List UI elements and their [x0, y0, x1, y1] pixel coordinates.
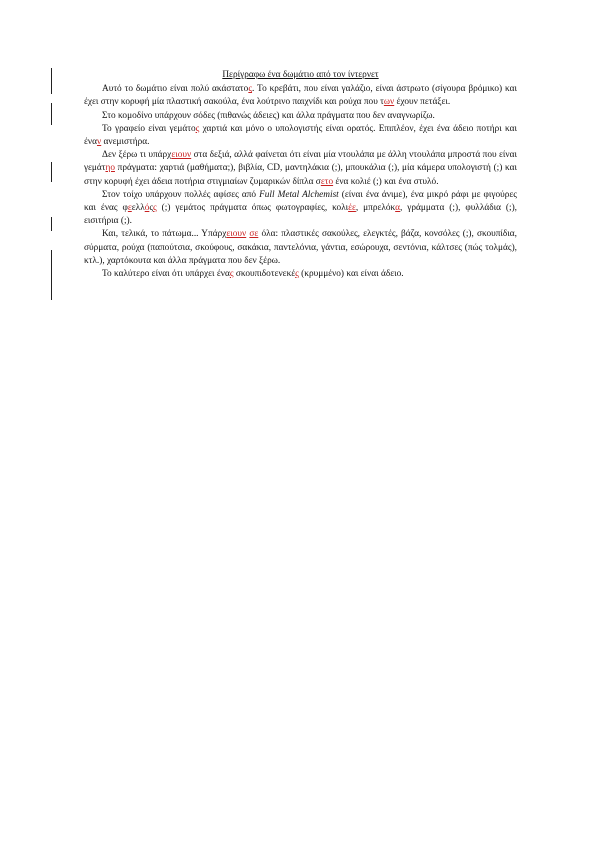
change-bar: [51, 103, 52, 125]
paragraph: [84, 268, 517, 281]
tracked-change: ε: [127, 203, 132, 214]
paragraph: [84, 123, 517, 149]
tracked-change: α: [395, 203, 401, 214]
change-bar: [51, 250, 52, 300]
tracked-change: ό: [144, 203, 150, 214]
paragraph: [84, 149, 517, 189]
paragraph: [84, 83, 517, 109]
text-run: (είναι ένα άνιμε), ένα μικρό ράφι με φιγούρες και ένας φ: [84, 189, 517, 214]
paragraphs: [84, 83, 517, 281]
text-run: Στο κομοδίνο υπάρχουν σόδες (πιθανώς άδειες) και άλλα πράγματα που δεν αναγνωρίζω.: [102, 110, 435, 121]
tracked-change: ειουν: [171, 150, 192, 161]
document-title: Περίγραφω ένα δωμάτιο από τον ίντερνετ: [222, 70, 379, 80]
text-run: Το γραφείο είναι γεμάτο: [102, 123, 196, 134]
tracked-change: ς: [248, 84, 253, 95]
document-body: [84, 69, 517, 281]
text-run: Και, τελικά, το πάτωμα... Υπάρχ: [102, 229, 227, 240]
text-run: , μπρελόκ: [355, 203, 396, 214]
tracked-change: ς: [229, 269, 234, 280]
tracked-change: έ: [348, 203, 353, 214]
text-run: ένα κολιέ (;) και ένα στυλό.: [333, 176, 439, 187]
text-run: Δεν ξέρω τι υπάρχ: [102, 150, 172, 161]
text-run: . Το κρεβάτι, που είναι γαλάζιο, είναι άστρωτο (σίγουρα βρόμικο) και έχει στην κορυφή μία πλαστική σακούλα, ένα λούτρινο παιχνίδι και ρούχα που τ: [84, 84, 517, 108]
change-bar: [51, 162, 52, 182]
text-run: Αυτό το δωμάτιο είναι πολύ ακάστατο: [102, 84, 249, 95]
tracked-change: ειουν: [226, 229, 247, 240]
tracked-change: ς: [153, 203, 157, 214]
tracked-change: ετο: [320, 176, 334, 187]
text-run: όλα: πλαστικές σακούλες, ελεγκτές, βάζα, κονσόλες (;), σκουπίδια, σύρματα, ρούχα (παπούτσια, σκούφους, σακάκια, παντελόνια, γάντια, εσώρουχα, σεντόνια, κάλτσες (πώς τολμάς), κτλ.), χαρτόκουτα και άλλα πράγματα που δεν ξέρω.: [84, 229, 518, 266]
text-run: (;) γεμάτος πράγματα όπως φωτογραφίες, κολι: [156, 203, 349, 214]
change-bar: [51, 68, 52, 94]
paragraph: [84, 110, 517, 123]
text-run: χαρτιά και μόνο ο υπολογιστής είναι ορατός. Επιπλέον, έχει ένα άδειο ποτήρι και ένα: [84, 123, 517, 148]
tracked-change: ς: [295, 269, 299, 280]
text-run: ελλ: [131, 203, 145, 214]
paragraph: [84, 189, 517, 229]
text-run: , γράμματα (;), φυλλάδια (;), εισιτήρια (;).: [84, 203, 517, 227]
tracked-change: ων: [383, 97, 395, 108]
text-run: Στον τοίχο υπάρχουν πολλές αφίσες από: [102, 189, 260, 200]
text-run: ανεμιστήρα.: [101, 137, 150, 148]
text-run: (κρυμμένο) και είναι άδειο.: [298, 269, 404, 280]
text-run: ς: [149, 203, 154, 214]
tracked-change: ς: [195, 123, 200, 134]
paragraph: [84, 228, 517, 268]
text-run: στα δεξιά, αλλά φαίνεται ότι είναι μία ντουλάπα με άλλη ντουλάπα μπροστά που είναι γεμάτ: [84, 150, 517, 174]
tracked-change: ν: [96, 137, 102, 148]
change-bar: [51, 217, 52, 231]
text-run: Το καλύτερο είναι ότι υπάρχει ένα: [102, 269, 230, 280]
text-run: έχουν πετάξει.: [394, 97, 451, 108]
tracked-change: ηο: [105, 163, 115, 174]
tracked-change: ε: [352, 203, 356, 214]
text-run: πράγματα: χαρτιά (μαθήματα;), βιβλία, CD, μαντηλάκια (;), μπουκάλια (;), μία κάμερα υπολογιστή (;) και στην κορυφή έχει άδεια ποτήρια στιγμιαίων ζυμαρικών δίπλα σ: [84, 163, 517, 187]
text-run: σκουπιδοτενεκέ: [233, 269, 296, 280]
tracked-change: σε: [249, 229, 259, 240]
italic-title: Full Metal Alchemist: [259, 189, 339, 200]
